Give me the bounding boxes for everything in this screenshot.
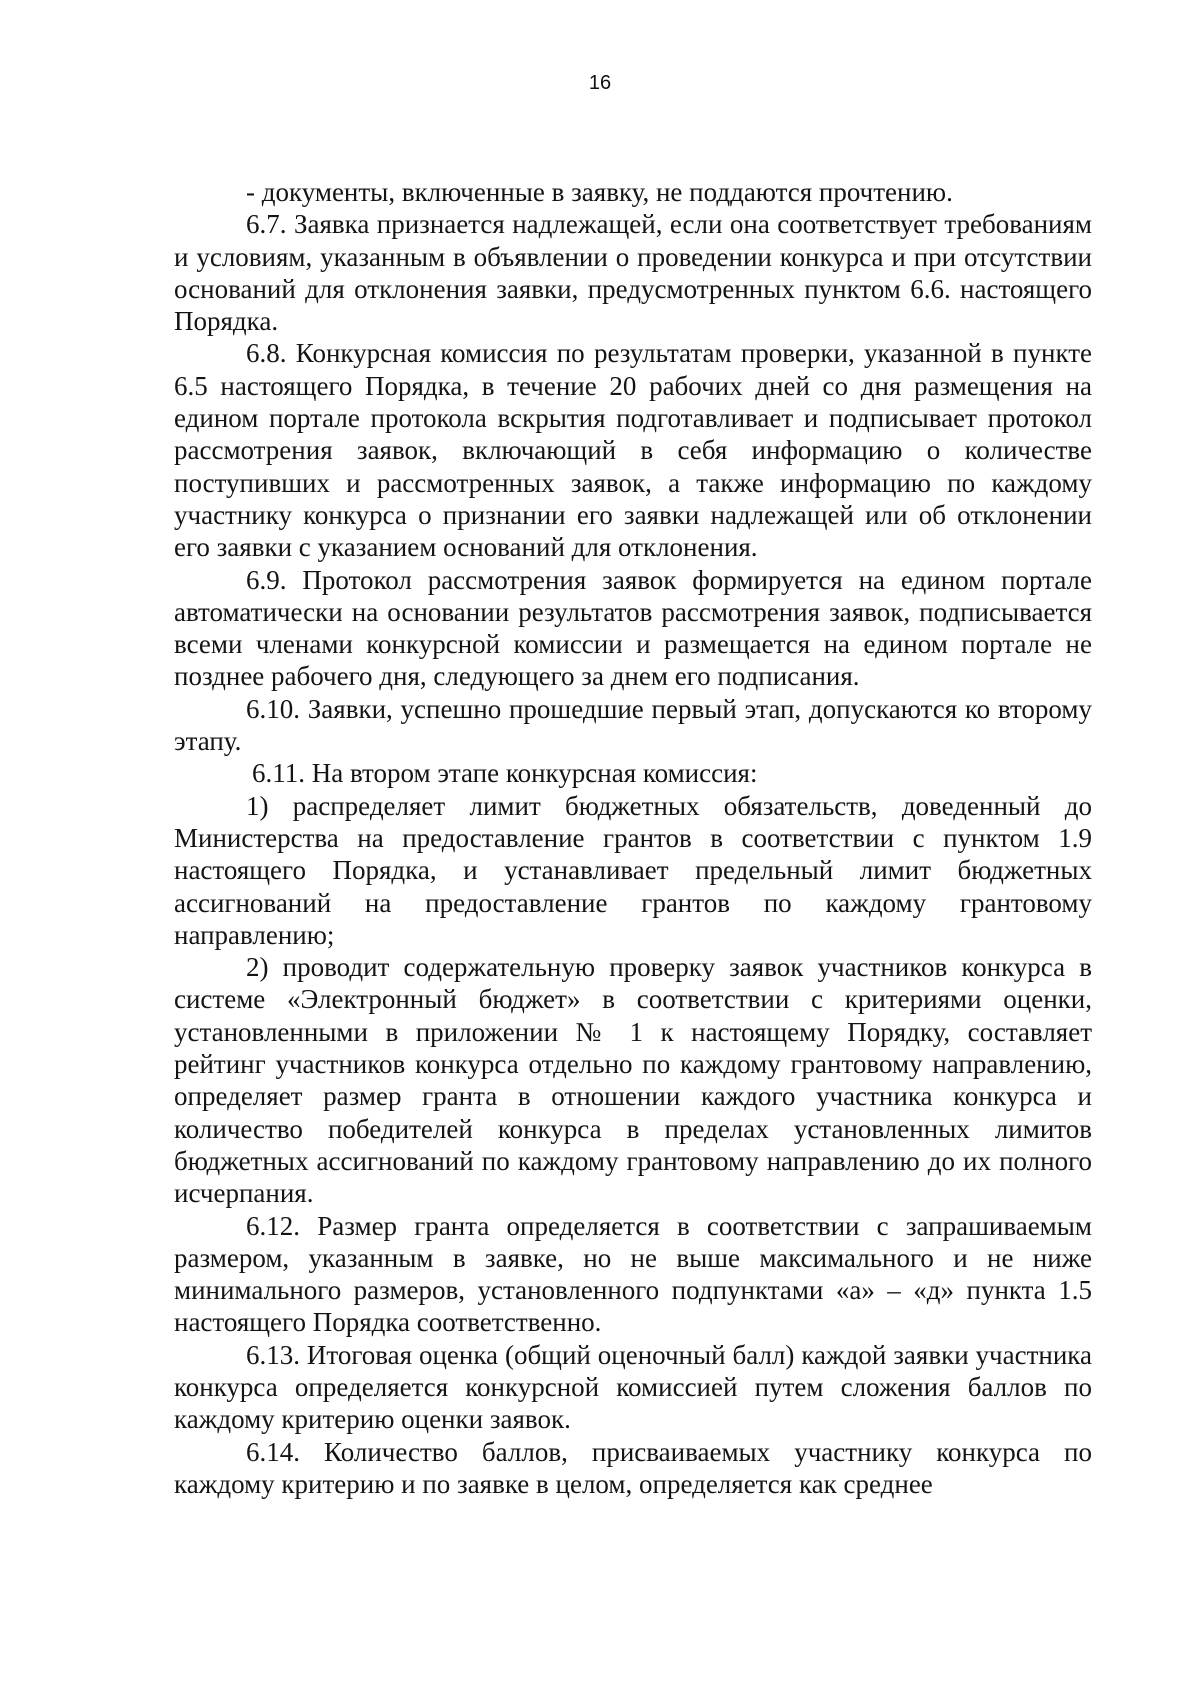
- paragraph-6-11-item-2: 2) проводит содержательную проверку заявок участников конкурса в системе «Электронный бюджет» в соответствии с критериями оценки, установленными в приложении № 1 к настоящему Порядку, составляет рейтинг участников конкурса отдельно по каждому грантовому направлению, определяет размер гранта в отношении каждого участника конкурса и количество победителей конкурса в пределах установленных лимитов бюджетных ассигнований по каждому грантовому направлению до их полного исчерпания.: [174, 952, 1092, 1209]
- paragraph-6-13: 6.13. Итоговая оценка (общий оценочный балл) каждой заявки участника конкурса определяется конкурсной комиссией путем сложения баллов по каждому критерию оценки заявок.: [174, 1339, 1092, 1435]
- paragraph-6-11-item-1: 1) распределяет лимит бюджетных обязательств, доведенный до Министерства на предоставление грантов в соответствии с пунктом 1.9 настоящего Порядка, и устанавливает предельный лимит бюджетных ассигнований на предоставление грантов по каждому грантовому направлению;: [174, 790, 1092, 950]
- paragraph-6-11: 6.11. На втором этапе конкурсная комиссия:: [252, 758, 758, 789]
- paragraph-6-10: 6.10. Заявки, успешно прошедшие первый этап, допускаются ко второму этапу.: [174, 693, 1092, 757]
- page-number: 16: [588, 72, 612, 94]
- paragraph-documents-unreadable: - документы, включенные в заявку, не поддаются прочтению.: [246, 177, 953, 207]
- document-body: [174, 176, 1092, 1500]
- paragraph-6-8: 6.8. Конкурсная комиссия по результатам проверки, указанной в пункте 6.5 настоящего Порядка, в течение 20 рабочих дней со дня размещения на едином портале протокола вскрытия подготавливает и подписывает протокол рассмотрения заявок, включающий в себя информацию о количестве поступивших и рассмотренных заявок, а также информацию по каждому участнику конкурса о признании его заявки надлежащей или об отклонении его заявки с указанием оснований для отклонения.: [174, 338, 1092, 563]
- paragraph-6-12: 6.12. Размер гранта определяется в соответствии с запрашиваемым размером, указанным в заявке, но не выше максимального и не ниже минимального размеров, установленного подпунктами «а» – «д» пункта 1.5 настоящего Порядка соответственно.: [174, 1210, 1092, 1338]
- paragraph-6-7: 6.7. Заявка признается надлежащей, если она соответствует требованиям и условиям, указанным в объявлении о проведении конкурса и при отсутствии оснований для отклонения заявки, предусмотренных пунктом 6.6. настоящего Порядка.: [174, 209, 1092, 337]
- paragraph-6-14: 6.14. Количество баллов, присваиваемых участнику конкурса по каждому критерию и по заявке в целом, определяется как среднее: [174, 1436, 1092, 1499]
- paragraph-6-9: 6.9. Протокол рассмотрения заявок формируется на едином портале автоматически на основании результатов рассмотрения заявок, подписывается всеми членами конкурсной комиссии и размещается на едином портале не позднее рабочего дня, следующего за днем его подписания.: [174, 564, 1092, 692]
